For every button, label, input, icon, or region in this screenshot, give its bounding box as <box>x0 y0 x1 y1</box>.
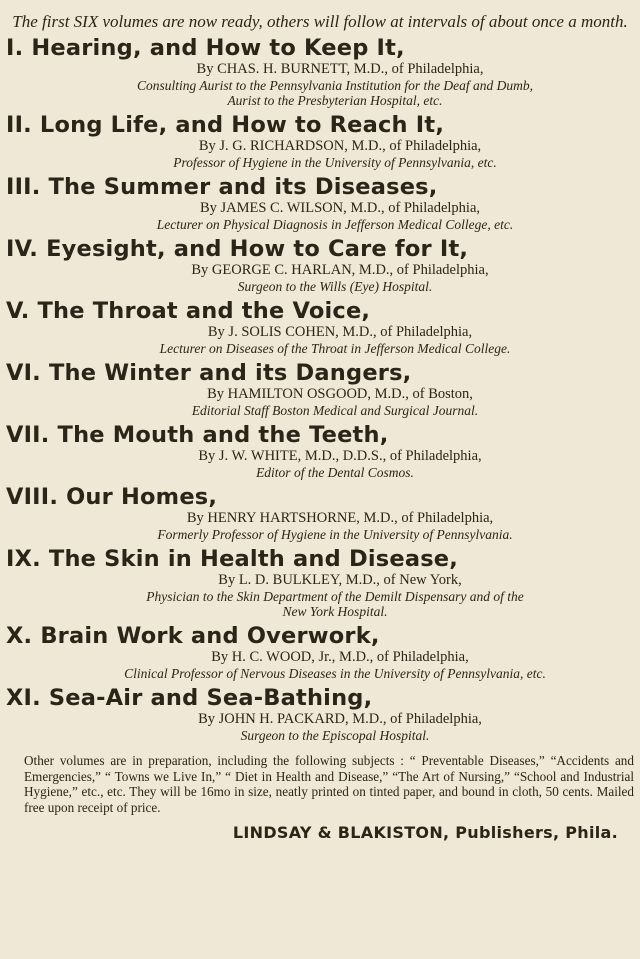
volume-entry <box>4 298 636 356</box>
volume-credential: Clinical Professor of Nervous Diseases in the University of Pennsylvania, etc. <box>124 666 546 681</box>
volume-credential: New York Hospital. <box>282 604 388 619</box>
volume-author: By H. C. WOOD, Jr., M.D., of Philadelphia, <box>211 649 469 665</box>
volume-author: By JAMES C. WILSON, M.D., of Philadelphia, <box>199 200 481 216</box>
volume-credential: Surgeon to the Episcopal Hospital. <box>240 728 430 743</box>
volume-title: I. Hearing, and How to Keep It, <box>6 35 405 61</box>
volume-author: By L. D. BULKLEY, M.D., of New York, <box>218 572 462 588</box>
volume-title: VIII. Our Homes, <box>6 484 218 510</box>
volume-credential: Aurist to the Presbyterian Hospital, etc. <box>227 93 443 108</box>
volume-title: VII. The Mouth and the Teeth, <box>6 422 389 448</box>
intro-text: The first SIX volumes are now ready, others will follow at intervals of about once a month. <box>12 12 628 31</box>
volume-author: By HAMILTON OSGOOD, M.D., of Boston, <box>207 386 473 402</box>
volume-author: By GEORGE C. HARLAN, M.D., of Philadelphia, <box>191 262 489 278</box>
volume-title: IX. The Skin in Health and Disease, <box>6 546 459 572</box>
volume-list <box>4 35 636 743</box>
volume-credential: Formerly Professor of Hygiene in the University of Pennsylvania. <box>157 527 513 542</box>
volume-entry <box>4 484 636 542</box>
volume-title: XI. Sea-Air and Sea-Bathing, <box>6 685 373 711</box>
volume-author: By J. SOLIS COHEN, M.D., of Philadelphia, <box>207 324 473 340</box>
volume-entry <box>4 623 636 681</box>
volume-entry <box>4 422 636 480</box>
volume-entry <box>4 360 636 418</box>
volume-credential: Physician to the Skin Department of the Demilt Dispensary and of the <box>146 589 524 604</box>
publisher-imprint: LINDSAY & BLAKISTON, Publishers, Phila. <box>232 823 618 842</box>
volume-entry <box>4 112 636 170</box>
volume-credential: Professor of Hygiene in the University of Pennsylvania, etc. <box>173 155 497 170</box>
volume-title: V. The Throat and the Voice, <box>6 298 371 324</box>
volume-credential: Editor of the Dental Cosmos. <box>256 465 414 480</box>
volume-credential: Lecturer on Physical Diagnosis in Jefferson Medical College, etc. <box>156 217 514 232</box>
volume-credential: Consulting Aurist to the Pennsylvania Institution for the Deaf and Dumb, <box>136 78 534 93</box>
volume-title: III. The Summer and its Diseases, <box>6 174 438 200</box>
volume-credential: Editorial Staff Boston Medical and Surgical Journal. <box>191 403 479 418</box>
footer-paragraph: Other volumes are in preparation, including the following subjects : “ Preventable Diseases,” “Accidents and Emergencies,” “ Towns we Live In,” “ Diet in Health and Disease,” “The Art of Nursing,” “School and Industrial Hygiene,” etc., etc. They will be 16mo in size, neatly printed on tinted paper, and bound in cloth, 50 cents. Mailed free upon receipt of price. <box>24 753 634 815</box>
volume-title: VI. The Winter and its Dangers, <box>6 360 412 386</box>
volume-entry <box>4 174 636 232</box>
volume-title: II. Long Life, and How to Reach It, <box>6 112 445 138</box>
volume-entry <box>4 236 636 294</box>
volume-author: By JOHN H. PACKARD, M.D., of Philadelphia, <box>198 711 482 727</box>
volume-entry <box>4 546 636 619</box>
volume-title: IV. Eyesight, and How to Care for It, <box>6 236 469 262</box>
volume-title: X. Brain Work and Overwork, <box>6 623 380 649</box>
volume-author: By CHAS. H. BURNETT, M.D., of Philadelphia, <box>196 61 484 77</box>
volume-author: By J. W. WHITE, M.D., D.D.S., of Philadelphia, <box>198 448 482 464</box>
volume-entry <box>4 35 636 108</box>
volume-author: By HENRY HARTSHORNE, M.D., of Philadelphia, <box>186 510 494 526</box>
volume-credential: Lecturer on Diseases of the Throat in Jefferson Medical College. <box>159 341 511 356</box>
volume-credential: Surgeon to the Wills (Eye) Hospital. <box>237 279 433 294</box>
volume-entry <box>4 685 636 743</box>
volume-author: By J. G. RICHARDSON, M.D., of Philadelphia, <box>198 138 482 154</box>
